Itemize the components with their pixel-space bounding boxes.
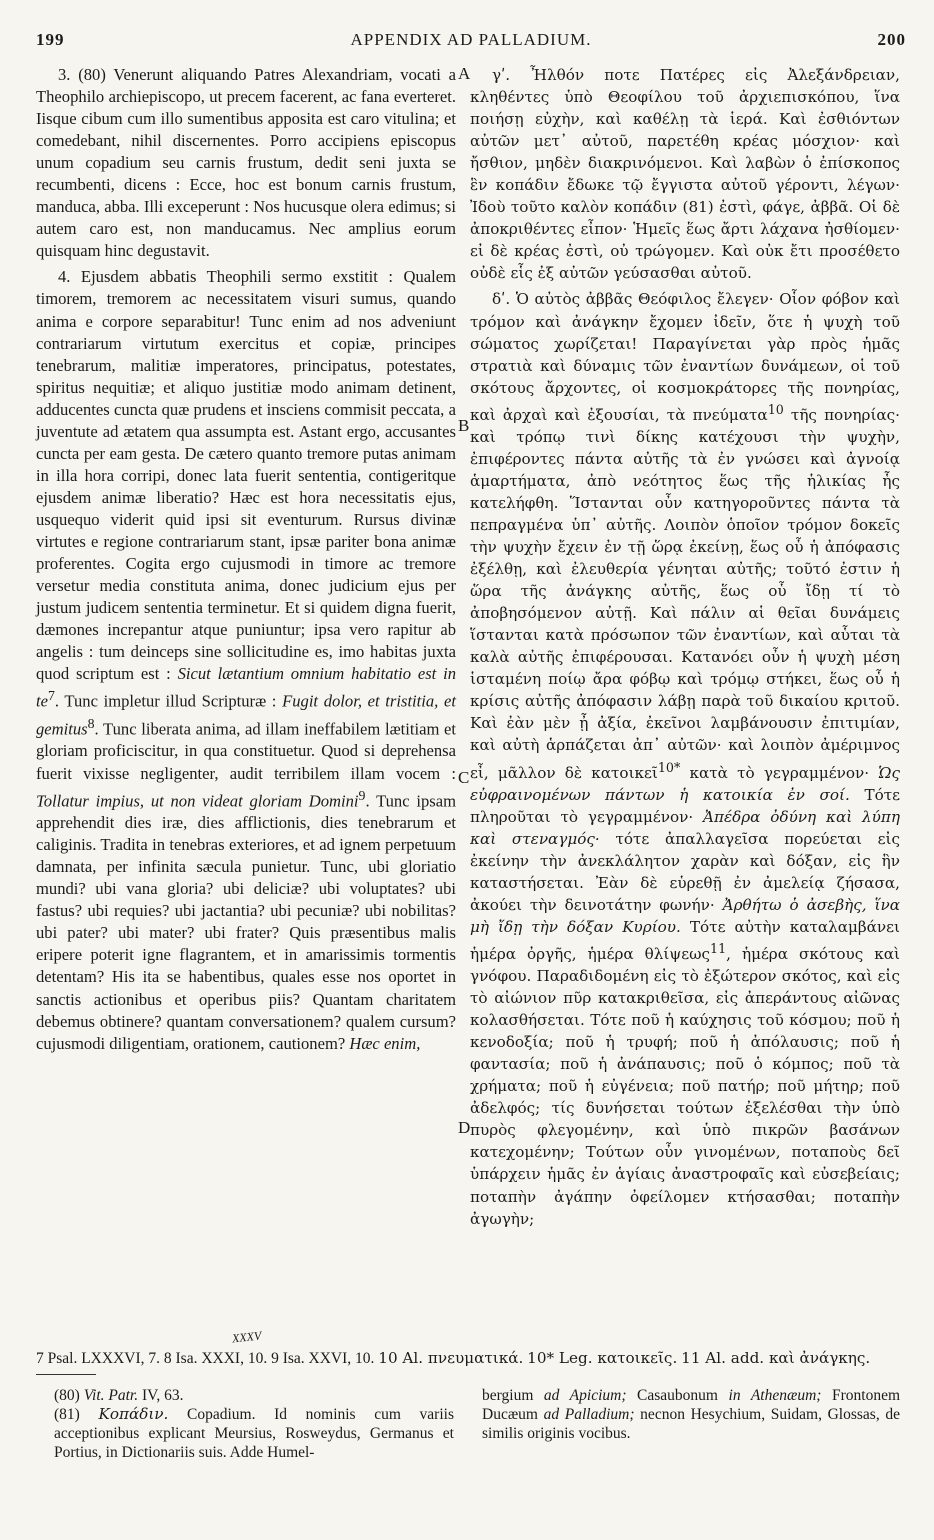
note-7: 7 Psal. LXXXVI, 7. (36, 1350, 160, 1367)
footnote-ref: 7 (47, 688, 55, 704)
greek-text: τότε ἀπαλλαγεῖσα πορεύεται εἰς ἐκείνην τὴν ἀνεκλάλητον χαρὰν καὶ δόξαν, εἰς ἣν καταστήσεται. Ἐὰν δὲ εὑρεθῇ ἐν ἀμελείᾳ ζήσασα, ἀκούει τὴν δεινοτάτην φωνήν· (470, 829, 900, 914)
page-number-left: 199 (36, 30, 65, 49)
margin-marker-b: B (458, 416, 470, 435)
scripture-quote: Fugit dolor, et tristitia, et gemitus (36, 691, 456, 739)
greek-text: δʹ. Ὁ αὐτὸς ἀββᾶς Θεόφιλος ἔλεγεν· Οἷον φόβον καὶ τρόμον καὶ ἀνάγκην ἔχομεν ἰδεῖν, ὅτε ἡ ψυχὴ τοῦ σώματος χωρίζεται! Παραγίνεται γὰρ πρὸς ἡμᾶς στρατιὰ καὶ δύναμις τῶν ἐναντίων δυνάμεων, οἱ τοῦ σκότους ἄρχοντες, οἱ κοσμοκράτορες τῆς πονηρίας, καὶ ἀρχαὶ καὶ ἐξουσίαι, τὰ πνεύματα (470, 290, 900, 424)
latin-text-italic: Hæc enim, (349, 1033, 421, 1053)
scripture-quote: Tollatur impius, ut non videat gloriam Domini (36, 791, 359, 811)
footnote-text: Frontonem Ducæum (482, 1387, 901, 1423)
greek-paragraph-4 (470, 288, 900, 1229)
footnote-ref: 8 (87, 715, 95, 731)
footnote-source: Vit. Patr. (83, 1387, 139, 1404)
footnote-work: ad Palladium; (543, 1406, 635, 1423)
note-10: 10 Al. πνευματικά. (378, 1349, 524, 1367)
latin-text: . Tunc impletur illud Scripturæ : (54, 691, 283, 711)
scripture-notes (36, 1348, 906, 1369)
greek-text: , ἡμέρα σκότους καὶ γνόφου. Παραδιδομένη εἰς τὸ ἐξώτερον σκότος, καὶ εἰς τὸ αἰώνιον πῦρ κατακριθεῖσα, εἰς ἀπεράντους αἰῶνας κολασθήσεται. Τότε ποῦ ἡ καύχησις τοῦ κόσμου; ποῦ ἡ κενοδοξία; ποῦ ἡ τρυφή; ποῦ ἡ ἀπόλαυσις; ποῦ ἡ φαντασία; ποῦ ἡ ἀνάπαυσις; ποῦ ὁ κόμπος; ποῦ τὰ χρήματα; ποῦ ἡ εὐγένεια; ποῦ πατήρ; ποῦ μήτηρ; ποῦ ἀδελφός; τίς δυνήσεται τούτων ἐξελέσθαι τὴν ὑπὸ πυρὸς φλεγομένην, καὶ ὑπὸ πικρῶν βασάνων κατεχομένην; Τούτων οὖν γινομένων, ποταποὺς δεῖ ὑπάρχειν ἡμᾶς ἐν ἁγίαις ἀναστροφαῖς καὶ εὐσεβείαις; ποταπὴν ἀγάπην ὀφείλομεν κτήσασθαι; ποταπὴν ἀγωγὴν; (470, 945, 900, 1228)
footnote-ref: 10 (767, 401, 784, 417)
greek-column (470, 64, 900, 1230)
footnote-text: IV, 63. (138, 1387, 184, 1404)
latin-column (36, 64, 456, 1055)
latin-text: . Tunc ipsam apprehendit dies iræ, dies afflictionis, dies tenebrarum et caliginis. Tradita in tenebras exteriores, et ad ignem perpetuum damnata, per infinita sæcula punietur. Tunc, ubi gloriatio mundi? ubi vana gloria? ubi deliciæ? ubi voluptates? ubi fastus? ubi requies? ubi jactantia? ubi pecuniæ? ubi nobilitas? ubi pater? ubi mater? ubi frater? Quis præsentibus malis eripere poterit igne flagrantem, et in amarissimis tormentis detentam? His ita se habentibus, quales esse nos oportet in sanctis actionibus et operibus piis? Quantam charitatem debemus obtinere? quantam conversationem? qualem cursum? cujusmodi diligentiam, orationem, cautionem? (36, 791, 456, 1053)
footnote-text: bergium (482, 1387, 544, 1404)
footnote-ref: 9 (358, 787, 366, 803)
scripture-quote: Ἀπέδρα ὀδύνη καὶ λύπη καὶ στεναγμός· (470, 807, 900, 848)
greek-text: κατὰ τὸ γεγραμμένον· (680, 763, 879, 782)
footnote-ref: 11 (710, 940, 727, 956)
footnotes-left (54, 1386, 454, 1462)
page-number-right: 200 (877, 30, 906, 49)
margin-marker-d: D (458, 1118, 471, 1137)
footnote-80 (54, 1386, 454, 1405)
greek-text: Τότε αὐτὴν καταλαμβάνει ἡμέρα ὀργῆς, ἡμέρα θλίψεως (470, 917, 900, 964)
footnote-text: necnon Hesychium, Suidam, Glossas, de similis originis vocibus. (482, 1406, 901, 1442)
scripture-quote: Sicut lætantium omnium habitatio est in te (36, 664, 456, 711)
footnote-divider (36, 1374, 96, 1375)
footnotes-right (482, 1386, 900, 1443)
margin-marker-c: C (458, 768, 470, 787)
running-head (36, 30, 906, 56)
footnote-ref: 10* (657, 759, 681, 775)
greek-text: Τότε πληροῦται τὸ γεγραμμένον· (470, 785, 900, 826)
scripture-quote: Ἀρθήτω ὁ ἀσεβὴς, ἵνα μὴ ἴδῃ τὴν δόξαν Κυρίου. (470, 895, 900, 936)
greek-text: τῆς πονηρίας· καὶ τρόπῳ τινὶ δίκης κατέχουσι τὴν ψυχὴν, ἐπιφέροντες πάντα αὐτῆς τὰ ἐν γνώσει καὶ ἀγνοίᾳ ἁμαρτήματα, ἀπὸ νεότητος ἕως τῆς ἡλικίας ἧς κατελήφθη. Ἵστανται οὖν κατηγοροῦντες πάντα τὰ πεπραγμένα ὑπ᾽ αὐτῆς. Λοιπὸν ὁποῖον τρόμον δοκεῖς τὴν ψυχὴν ἔχειν ἐν τῇ ὥρᾳ ἐκείνῃ, ἕως οὗ ἡ ἀπόφασις ἐξέλθῃ, καὶ ἐλευθερία γένηται αὐτῆς; τοῦτό ἐστιν ἡ ὥρα τῆς ἀνάγκης αὐτῆς, ἕως οὗ ἴδῃ τί τὸ ἀποβησόμενον αὐτῇ. Καὶ πάλιν αἱ θεῖαι δυνάμεις ἵστανται κατὰ πρόσωπον τῶν ἐναντίων, καὶ αὗται τὰ καλὰ αὐτῆς ἐπιφέρουσαι. Κατανόει οὖν ἡ ψυχὴ μέση ἱσταμένη ποίῳ ἄρα φόβῳ καὶ τρόμῳ στήκει, ἕως οὗ ἡ κρίσις αὐτῆς ἀπόφασιν λάβῃ παρὰ τοῦ δικαίου κριτοῦ. Καὶ ἐὰν μὲν ᾖ ἀξία, ἐκεῖνοι λαμβάνουσιν ἐπιτιμίαν, καὶ αὐτὴ ἁρπάζεται ἀπ᾽ αὐτῶν· καὶ λοιπὸν ἀμέριμνος εἶ, μᾶλλον δὲ κατοικεῖ (470, 405, 901, 782)
footnote-text: Copadium. Id nominis cum variis acceptionibus explicant Meursius, Rosweydus, Germanus et Portius, in Dictionariis suis. Adde Humel- (54, 1406, 454, 1461)
page-title: APPENDIX AD PALLADIUM. (350, 30, 592, 49)
scripture-quote: Ὡς εὐφραινομένων πάντων ἡ κατοικία ἐν σοί. (470, 763, 900, 804)
note-8: 8 Isa. XXXI, 10. (163, 1350, 268, 1367)
latin-text: . Tunc liberata anima, ad illam ineffabilem lætitiam et gloriam proficiscitur, in qua constituetur. Quod si deprehensa fuerit vixisse negligenter, audit terribilem illam vocem : (36, 719, 456, 783)
handwritten-annotation: XXXV (231, 1328, 262, 1346)
footnote-number: (80) (54, 1387, 80, 1404)
latin-paragraph-3: 3. (80) Venerunt aliquando Patres Alexandriam, vocati a Theophilo archiepiscopo, ut precem facerent, ac fana everteret. Iisque cibum cum illo sumentibus apposita est caro vitulina; et comedebant, nihil discernentes. Porro accipiens episcopus unum copadium seu carnis frustum, dedit seni juxta se recumbenti, dicens : Ecce, hoc est bonum carnis frustum, manduca, abba. Illi exceperunt : Nos hucusque olera edimus; si autem caro est, non manducamus. Nec amplius eorum quisquam hinc degustavit. (36, 65, 456, 261)
footnote-work: ad Apicium; (543, 1387, 627, 1404)
footnote-number: (81) (54, 1406, 80, 1423)
footnote-81 (54, 1405, 454, 1462)
footnote-work: in Athenæum; (728, 1387, 822, 1404)
greek-paragraph-3: γʹ. Ἦλθόν ποτε Πατέρες εἰς Ἀλεξάνδρειαν, κληθέντες ὑπὸ Θεοφίλου τοῦ ἀρχιεπισκόπου, ἵνα ποιήσῃ εὐχὴν, καὶ καθέλῃ τὰ ἱερά. Καὶ ἐσθιόντων αὐτῶν μετ᾽ αὐτοῦ, παρετέθη κρέας μόσχιον· καὶ ἤσθιον, μηδὲν διακρινόμενοι. Καὶ λαβὼν ὁ ἐπίσκοπος ἓν κοπάδιν ἔδωκε τῷ ἔγγιστα αὐτοῦ γέροντι, λέγων· Ἰδοὺ τοῦτο καλὸν κοπάδιν (81) ἐστὶ, φάγε, ἀββᾶ. Οἱ δὲ ἀποκριθέντες εἶπον· Ἡμεῖς ἕως ἄρτι λάχανα ἠσθίομεν· εἰ δὲ κρέας ἐστὶ, οὐ τρώγομεν. Καὶ οὐκ ἔτι προσέθετο οὐδὲ εἷς ἐξ αὐτῶν γεύσασθαι αὐτοῦ. (470, 66, 900, 283)
margin-marker-a: A (458, 64, 471, 83)
latin-text: 4. Ejusdem abbatis Theophili sermo exstitit : Qualem timorem, tremorem ac necessitatem visuri sumus, quando anima e corpore separabitur! Tunc enim ad nos adveniunt contrariarum virtutum exercitus et copiæ, principes tenebrarum, malitiæ imperatores, principatus, potestates, spiritus nequitiæ; et aliquo justitiæ modo animam detinent, adducentes cuncta quæ prudens et insciens commisit peccata, a juventute ad ætatem qua assumpta est. Astant ergo, accusantes cuncta per eam gesta. De cætero quanto tremore putas animam in illa hora corripi, donec lata fuerit sententia, contigeritque ejusdem animæ liberatio? Hæc est hora necessitatis ejus, usquequo viderit quid ipsi sit eventurum. Rursus divinæ virtutes e regione contrariarum stant, ipsæ pariter bona animæ proferentes. Cogita ergo cujusmodi in timore ac tremore versetur media constituta anima, donec judicium ejus per justum judicem sententia terminetur. Et si quidem digna fuerit, dæmones increpantur atque puniuntur; ipsa vero rapitur ab angelis : tum deinceps sine sollicitudine es, imo habitas juxta quod scriptum est : (36, 267, 456, 684)
footnote-text: Casaubonum (626, 1387, 729, 1404)
latin-paragraph-4 (36, 266, 456, 1054)
note-9: 9 Isa. XXVI, 10. (271, 1350, 375, 1367)
footnote-81-continued (482, 1386, 900, 1443)
note-10b: 10* Leg. κατοικεῖς. (527, 1349, 678, 1367)
note-11: 11 Al. add. καὶ ἀνάγκης. (681, 1349, 871, 1367)
footnote-headword: Κοπάδιν. (98, 1405, 169, 1423)
